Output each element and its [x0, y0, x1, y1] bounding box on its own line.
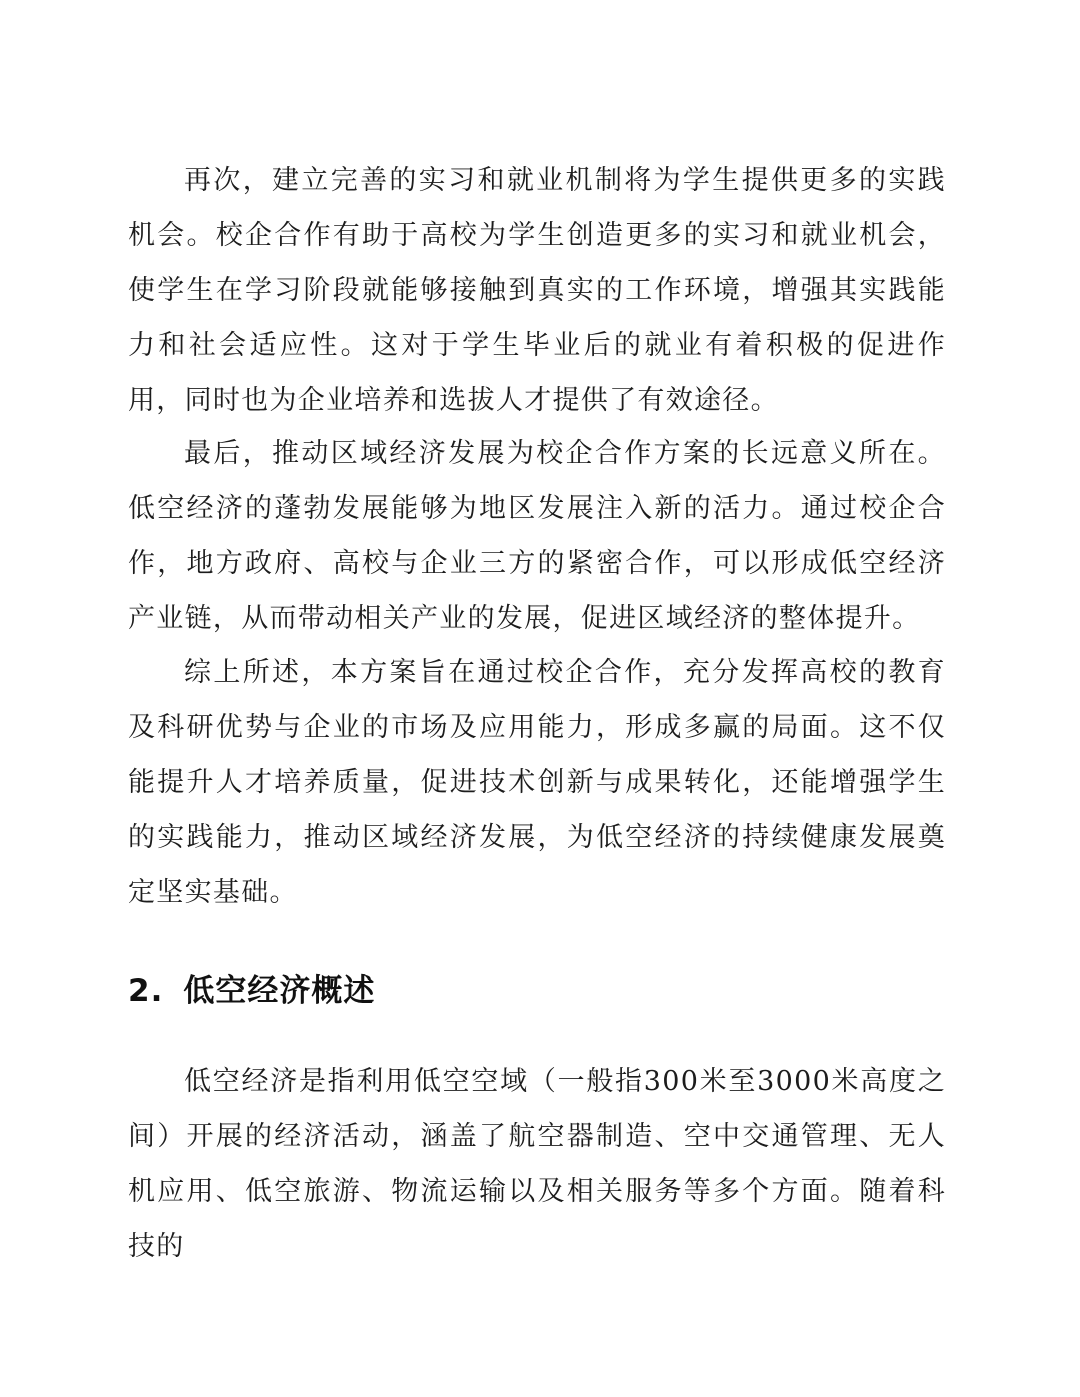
paragraph-internship-mechanism: 再次，建立完善的实习和就业机制将为学生提供更多的实践机会。校企合作有助于高校为学生创造更多的实习和就业机会，使学生在学习阶段就能够接触到真实的工作环境，增强其实践能力和社会适应性。这对于学生毕业后的就业有着积极的促进作用，同时也为企业培养和选拔人才提供了有效途径。 [128, 165, 946, 416]
section-number: 2. [128, 973, 164, 1009]
paragraph-low-altitude-definition: 低空经济是指利用低空空域（一般指300米至3000米高度之间）开展的经济活动，涵盖了航空器制造、空中交通管理、无人机应用、低空旅游、物流运输以及相关服务等多个方面。随着科技的 [128, 1066, 946, 1262]
section-title: 低空经济概述 [183, 973, 376, 1009]
paragraph-summary: 综上所述，本方案旨在通过校企合作，充分发挥高校的教育及科研优势与企业的市场及应用能力，形成多赢的局面。这不仅能提升人才培养质量，促进技术创新与成果转化，还能增强学生的实践能力，推动区域经济发展，为低空经济的持续健康发展奠定坚实基础。 [128, 657, 946, 908]
section-heading [128, 966, 375, 1016]
paragraph-regional-economy: 最后，推动区域经济发展为校企合作方案的长远意义所在。低空经济的蓬勃发展能够为地区发展注入新的活力。通过校企合作，地方政府、高校与企业三方的紧密合作，可以形成低空经济产业链，从而带动相关产业的发展，促进区域经济的整体提升。 [128, 438, 946, 634]
